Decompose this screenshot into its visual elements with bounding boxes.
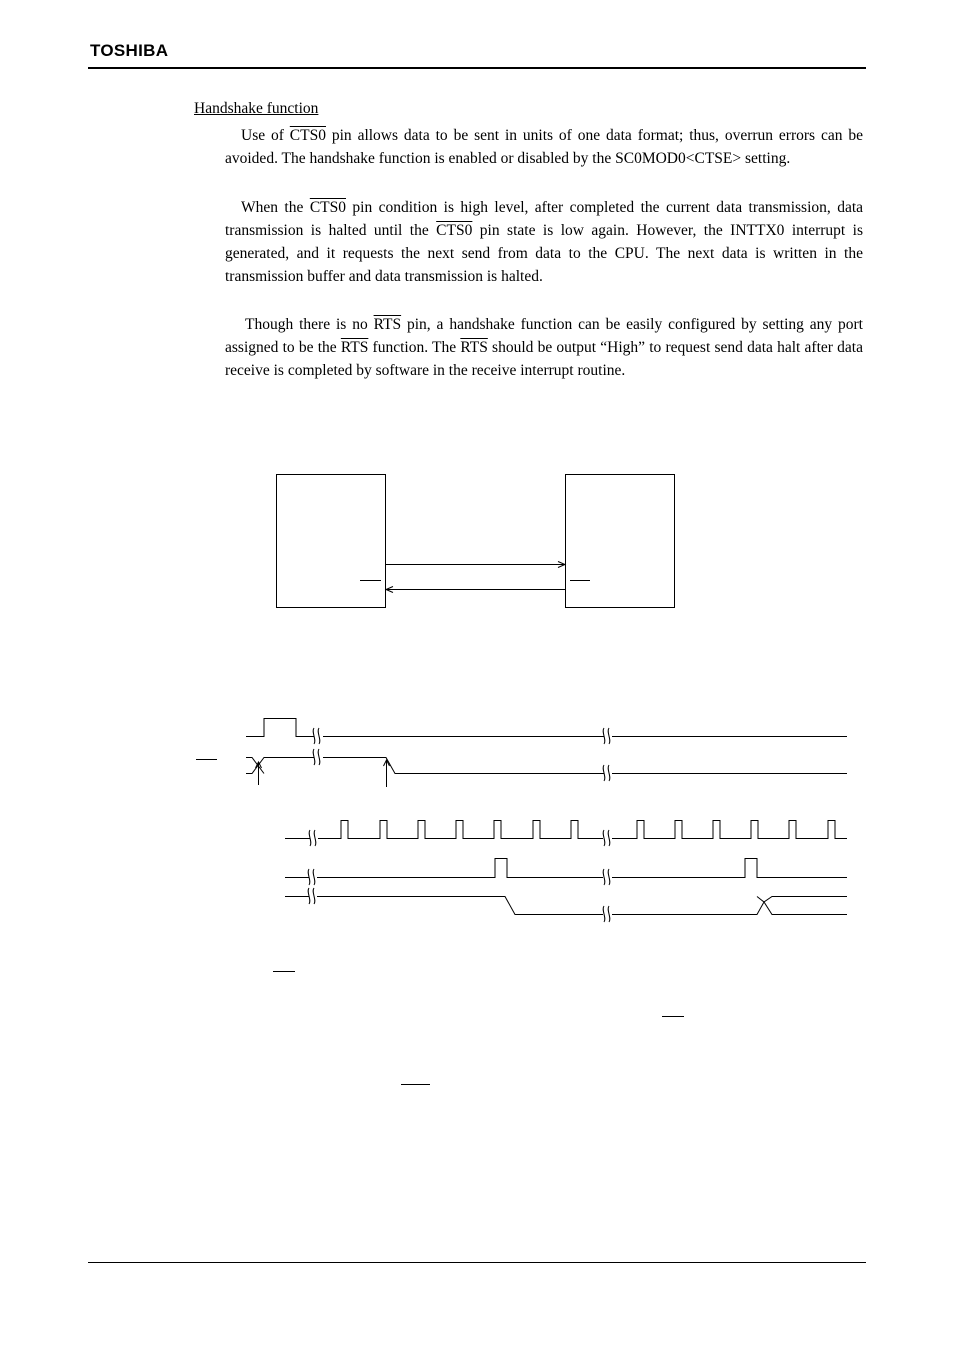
break-mark [603, 906, 610, 922]
timing-line-cts [196, 758, 847, 788]
break-mark [308, 888, 315, 904]
connection-diagram [277, 475, 675, 608]
pin-name-cts0: CTS0 [309, 199, 346, 216]
timing-line-interrupt [285, 859, 847, 878]
edge-arrow [256, 762, 262, 785]
toshiba-logo: TOSHIBA [90, 41, 169, 60]
break-mark [603, 869, 610, 885]
transmitter-block [277, 475, 386, 608]
text-run: function. The [368, 339, 461, 356]
text-run: pin state is low again. However, the INTTX0 interrupt is generated, and it requests the next send from data to the CPU. The next data is written in the transmission buffer and data transmission is halted. [225, 222, 864, 285]
break-mark [603, 728, 610, 744]
arrow-rx-to-tx [386, 587, 565, 593]
text-run: Though there is no [245, 316, 374, 333]
text-run: pin allows data to be sent in units of one data format; thus, overrun errors can be avoided. The handshake function is enabled or disabled by the SC0MOD0<CTSE> setting. [225, 127, 863, 167]
pin-name-rts: $\overline{RTS}$ [373, 316, 402, 333]
break-mark [603, 830, 610, 846]
timing-line-clock [285, 821, 847, 839]
pin-name-cts0: CTS0 [436, 222, 473, 239]
break-mark [308, 869, 315, 885]
pin-name-rts: $\overline{RTS}$ [340, 339, 369, 356]
text-run: pin condition is high level, after completed the current data transmission, data transmission is halted until the [225, 199, 864, 239]
text-run: Use of [241, 127, 290, 144]
timing-line-txd [285, 897, 847, 915]
text-run: When the [241, 199, 310, 216]
pin-name-rts: $\overline{RTS}$ [460, 339, 488, 356]
text-run: pin, a handshake function can be easily configured by setting any port assigned to be the [225, 316, 863, 356]
receiver-block [566, 475, 675, 608]
section-heading: Handshake function [194, 100, 319, 117]
pin-name-cts0: CTS0 [289, 127, 326, 144]
edge-arrow [384, 760, 390, 787]
break-mark [313, 728, 320, 744]
footer-rule [88, 1262, 866, 1263]
timing-line-pulse [246, 719, 847, 737]
break-mark [603, 765, 610, 781]
break-mark [309, 830, 316, 846]
break-mark [313, 749, 320, 765]
timing-diagram [196, 719, 847, 923]
text-run: should be output “High” to request send data halt after data receive is completed by software in the receive interrupt routine. [225, 339, 863, 379]
arrow-tx-to-rx [386, 562, 565, 568]
